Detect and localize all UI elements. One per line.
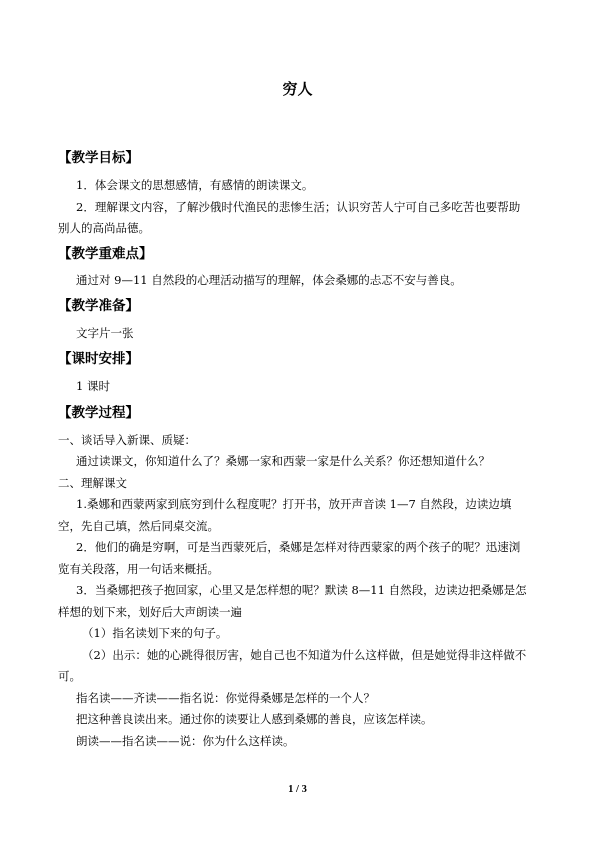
process-line-6: 2．他们的确是穷啊，可是当西蒙死后，桑娜是怎样对待西蒙家的两个孩子的呢？迅速浏 bbox=[76, 540, 521, 554]
process-line-14: 把这种善良读出来。通过你的读要让人感到桑娜的善良，应该怎样读。 bbox=[76, 712, 433, 726]
process-line-4: 1.桑娜和西蒙两家到底穷到什么程度呢？打开书，放开声音读 1—7 自然段，边读边填 bbox=[76, 497, 512, 511]
heading-preparation: 【教学准备】 bbox=[58, 298, 139, 314]
goals-line-3: 别人的高尚品德。 bbox=[58, 221, 150, 235]
process-line-5: 空，先自己填，然后同桌交流。 bbox=[58, 519, 219, 533]
difficulty-line-1: 通过对 9—11 自然段的心理活动描写的理解，体会桑娜的忐忑不安与善良。 bbox=[76, 273, 462, 287]
process-line-2: 通过读课文，你知道什么了？桑娜一家和西蒙一家是什么关系？你还想知道什么？ bbox=[76, 454, 490, 468]
process-line-1: 一、谈话导入新课、质疑： bbox=[58, 433, 196, 447]
heading-key-difficulties: 【教学重难点】 bbox=[58, 246, 153, 262]
process-line-10: （1）指名读划下来的句子。 bbox=[82, 626, 228, 640]
schedule-line-1: 1 课时 bbox=[76, 379, 110, 393]
page-title: 穷人 bbox=[282, 80, 313, 98]
process-line-13: 指名读——齐读——指名说：你觉得桑娜是怎样的一个人？ bbox=[76, 691, 375, 705]
process-line-7: 览有关段落，用一句话来概括。 bbox=[58, 562, 219, 576]
goals-line-1: 1．体会课文的思想感情，有感情的朗读课文。 bbox=[76, 178, 314, 192]
heading-teaching-goals: 【教学目标】 bbox=[58, 150, 139, 166]
heading-schedule: 【课时安排】 bbox=[58, 351, 139, 367]
process-line-15: 朗读——指名读——说：你为什么这样读。 bbox=[76, 734, 295, 748]
heading-teaching-process: 【教学过程】 bbox=[58, 405, 139, 421]
process-line-8: 3．当桑娜把孩子抱回家，心里又是怎样想的呢？默读 8—11 自然段，边读边把桑娜是怎 bbox=[76, 583, 527, 597]
prep-line-1: 文字片一张 bbox=[76, 326, 134, 340]
process-line-3: 二、理解课文 bbox=[58, 476, 127, 490]
page-number: 1 / 3 bbox=[288, 784, 307, 795]
process-line-9: 样想的划下来，划好后大声朗读一遍 bbox=[58, 605, 242, 619]
goals-line-2: 2．理解课文内容，了解沙俄时代渔民的悲惨生活；认识穷苦人宁可自己多吃苦也要帮助 bbox=[76, 200, 521, 214]
process-line-12: 可。 bbox=[58, 669, 81, 683]
process-line-11: （2）出示：她的心跳得很厉害，她自己也不知道为什么这样做，但是她觉得非这样做不 bbox=[82, 648, 527, 662]
